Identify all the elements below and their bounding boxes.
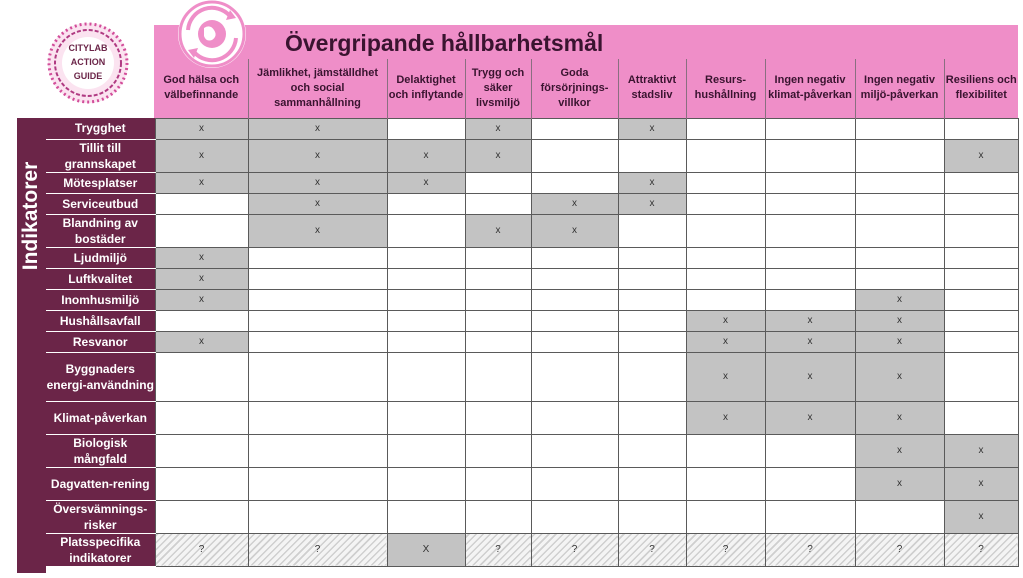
matrix-cell [387,401,465,434]
matrix-cell: x [155,331,248,352]
matrix-cell [531,118,618,139]
matrix-row [46,467,1018,500]
matrix-cell [465,467,531,500]
matrix-cell [387,289,465,310]
matrix-cell: x [855,352,944,401]
matrix-body [46,118,1018,566]
matrix-cell: x [686,331,765,352]
matrix-cell [248,289,387,310]
matrix-cell [765,500,855,533]
matrix-cell [155,193,248,214]
indicator-label: Inomhusmiljö [46,289,155,310]
indicator-label: Biologisk mångfald [46,434,155,467]
matrix-cell: x [248,172,387,193]
matrix-cell [531,500,618,533]
matrix-cell [248,268,387,289]
matrix-cell [465,289,531,310]
matrix-cell: x [855,401,944,434]
matrix-cell [387,193,465,214]
matrix-cell [155,214,248,247]
matrix-cell [387,247,465,268]
matrix-cell [531,352,618,401]
matrix-cell: ? [618,533,686,566]
matrix-row [46,310,1018,331]
matrix-row [46,289,1018,310]
matrix-cell: x [855,434,944,467]
matrix-cell: x [765,352,855,401]
matrix-cell [248,467,387,500]
matrix-cell [944,268,1018,289]
matrix-cell [765,214,855,247]
matrix-cell [686,214,765,247]
matrix-cell [465,172,531,193]
matrix-cell: x [248,214,387,247]
matrix-cell: x [155,289,248,310]
matrix-cell [531,331,618,352]
matrix-cell [765,434,855,467]
matrix-cell [618,289,686,310]
matrix-cell: x [765,331,855,352]
matrix-cell: x [855,310,944,331]
matrix-row [46,247,1018,268]
matrix-cell [944,247,1018,268]
indicator-label: Klimat-påverkan [46,401,155,434]
goal-header: Ingen negativ miljö-påverkan [855,59,944,118]
indicator-label: Luftkvalitet [46,268,155,289]
matrix-cell [387,268,465,289]
matrix-cell: X [387,533,465,566]
matrix-cell [765,268,855,289]
matrix-cell [686,268,765,289]
matrix-cell [155,434,248,467]
matrix-row [46,352,1018,401]
matrix-cell [686,467,765,500]
matrix-cell: x [944,139,1018,172]
matrix-cell: x [387,172,465,193]
matrix-row [46,139,1018,172]
matrix-cell [465,268,531,289]
goal-header: God hälsa och välbefinnande [163,74,240,102]
matrix-cell [944,352,1018,401]
matrix-cell [618,247,686,268]
indicator-label: Resvanor [46,331,155,352]
indicator-label: Översvämnings-risker [46,500,155,533]
matrix-cell: ? [531,533,618,566]
matrix-cell [618,401,686,434]
matrix-cell [465,352,531,401]
matrix-cell [765,139,855,172]
matrix-cell [855,172,944,193]
matrix-cell [531,139,618,172]
matrix-cell [765,172,855,193]
matrix-cell [531,172,618,193]
indicator-label: Blandning av bostäder [46,214,155,247]
matrix-cell [387,214,465,247]
matrix-cell [155,401,248,434]
matrix-cell [944,118,1018,139]
matrix-cell [618,139,686,172]
matrix-cell [618,467,686,500]
matrix-cell: x [465,118,531,139]
matrix-cell [618,352,686,401]
indicator-label: Hushållsavfall [46,310,155,331]
indicators-vertical-label: Indikatorer [19,161,42,271]
matrix-cell: x [155,268,248,289]
matrix-cell: x [155,118,248,139]
indicator-label: Serviceutbud [46,193,155,214]
indicator-goal-matrix [46,59,1019,567]
matrix-row [46,118,1018,139]
matrix-cell: x [944,434,1018,467]
matrix-cell [855,214,944,247]
matrix-cell [387,118,465,139]
matrix-cell: x [765,401,855,434]
matrix-row [46,193,1018,214]
goal-header: Ingen negativ klimat-påverkan [765,59,855,118]
indicator-label: Byggnaders energi-användning [46,352,155,401]
matrix-cell [944,401,1018,434]
matrix-cell [531,467,618,500]
matrix-cell [248,401,387,434]
matrix-cell [855,193,944,214]
goal-header: Attraktivt stadsliv [618,59,686,118]
matrix-cell [618,500,686,533]
matrix-cell [531,268,618,289]
goal-header: Goda försörjnings-villkor [531,59,618,118]
matrix-cell [686,434,765,467]
matrix-cell [765,467,855,500]
matrix-cell [618,268,686,289]
matrix-cell: x [855,289,944,310]
matrix-cell: x [155,247,248,268]
matrix-cell: ? [944,533,1018,566]
indicator-label: Tillit till grannskapet [46,139,155,172]
matrix-cell: ? [686,533,765,566]
matrix-cell: x [944,500,1018,533]
matrix-row [46,331,1018,352]
matrix-cell: x [855,331,944,352]
matrix-cell [855,139,944,172]
matrix-cell: x [686,352,765,401]
matrix-cell: x [686,310,765,331]
matrix-cell [387,467,465,500]
matrix-cell [465,331,531,352]
matrix-cell: x [531,193,618,214]
matrix-cell: x [248,118,387,139]
matrix-cell [765,289,855,310]
matrix-cell: x [248,193,387,214]
matrix-cell: x [387,139,465,172]
matrix-cell [387,434,465,467]
indicator-label: Ljudmiljö [46,247,155,268]
matrix-cell [155,352,248,401]
matrix-cell [944,310,1018,331]
matrix-cell [686,247,765,268]
matrix-cell: x [465,214,531,247]
indicator-label: Platsspecifika indikatorer [46,533,155,566]
matrix-cell [618,310,686,331]
matrix-cell: x [248,139,387,172]
matrix-cell: ? [855,533,944,566]
matrix-cell [248,434,387,467]
matrix-cell: x [465,139,531,172]
matrix-cell [531,247,618,268]
matrix-cell: x [155,172,248,193]
matrix-cell [855,500,944,533]
matrix-cell [465,247,531,268]
matrix-cell [618,214,686,247]
matrix-cell [765,247,855,268]
matrix-cell [686,118,765,139]
matrix-cell: x [155,139,248,172]
matrix-row [46,434,1018,467]
matrix-cell [531,310,618,331]
matrix-row [46,172,1018,193]
matrix-cell [686,500,765,533]
matrix-cell [618,331,686,352]
matrix-cell: x [531,214,618,247]
matrix-cell [387,352,465,401]
matrix-cell [855,247,944,268]
matrix-cell [155,500,248,533]
matrix-cell [618,434,686,467]
matrix-cell [465,434,531,467]
matrix-cell [765,118,855,139]
matrix-cell [248,310,387,331]
matrix-cell: ? [465,533,531,566]
matrix-cell: x [618,193,686,214]
matrix-cell: x [686,401,765,434]
matrix-cell [465,193,531,214]
logo-line-1: CITYLAB [68,43,108,53]
matrix-cell [387,331,465,352]
matrix-row [46,268,1018,289]
matrix-cell [944,289,1018,310]
matrix-cell [248,500,387,533]
matrix-cell [686,139,765,172]
matrix-cell [465,310,531,331]
matrix-cell: ? [765,533,855,566]
matrix-cell: ? [248,533,387,566]
matrix-cell [686,193,765,214]
matrix-cell [248,247,387,268]
indicator-label: Mötesplatser [46,172,155,193]
matrix-row [46,533,1018,566]
matrix-cell [855,118,944,139]
matrix-cell [944,172,1018,193]
matrix-row [46,401,1018,434]
matrix-cell [531,401,618,434]
logo-line-3: GUIDE [73,71,103,81]
matrix-cell [248,331,387,352]
goal-header: Trygg och säker livsmiljö [465,59,531,118]
matrix-cell [387,500,465,533]
matrix-cell [686,172,765,193]
goal-header: Delaktighet och inflytande [387,59,465,118]
matrix-row [46,500,1018,533]
matrix-cell [765,193,855,214]
page-title: Övergripande hållbarhetsmål [285,30,604,56]
matrix-row [46,214,1018,247]
matrix-cell [155,467,248,500]
matrix-cell [465,401,531,434]
goal-header: Resurs-hushållning [686,59,765,118]
matrix-cell [465,500,531,533]
goal-header: Resiliens och flexibilitet [944,59,1018,118]
matrix-cell: ? [155,533,248,566]
matrix-cell [944,214,1018,247]
matrix-cell: x [618,118,686,139]
matrix-cell: x [765,310,855,331]
matrix-cell [155,310,248,331]
matrix-cell [855,268,944,289]
matrix-cell: x [855,467,944,500]
matrix-cell [686,289,765,310]
indicator-label: Trygghet [46,118,155,139]
goal-header: Jämlikhet, jämställdhet och social sammanhållning [248,59,387,118]
matrix-cell: x [944,467,1018,500]
logo-line-2: ACTION [70,57,106,67]
matrix-cell [531,434,618,467]
matrix-cell [531,289,618,310]
matrix-cell [944,193,1018,214]
matrix-corner [46,59,155,118]
matrix-cell [944,331,1018,352]
matrix-cell [387,310,465,331]
indicator-label: Dagvatten-rening [46,467,155,500]
matrix-cell [248,352,387,401]
matrix-cell: x [618,172,686,193]
